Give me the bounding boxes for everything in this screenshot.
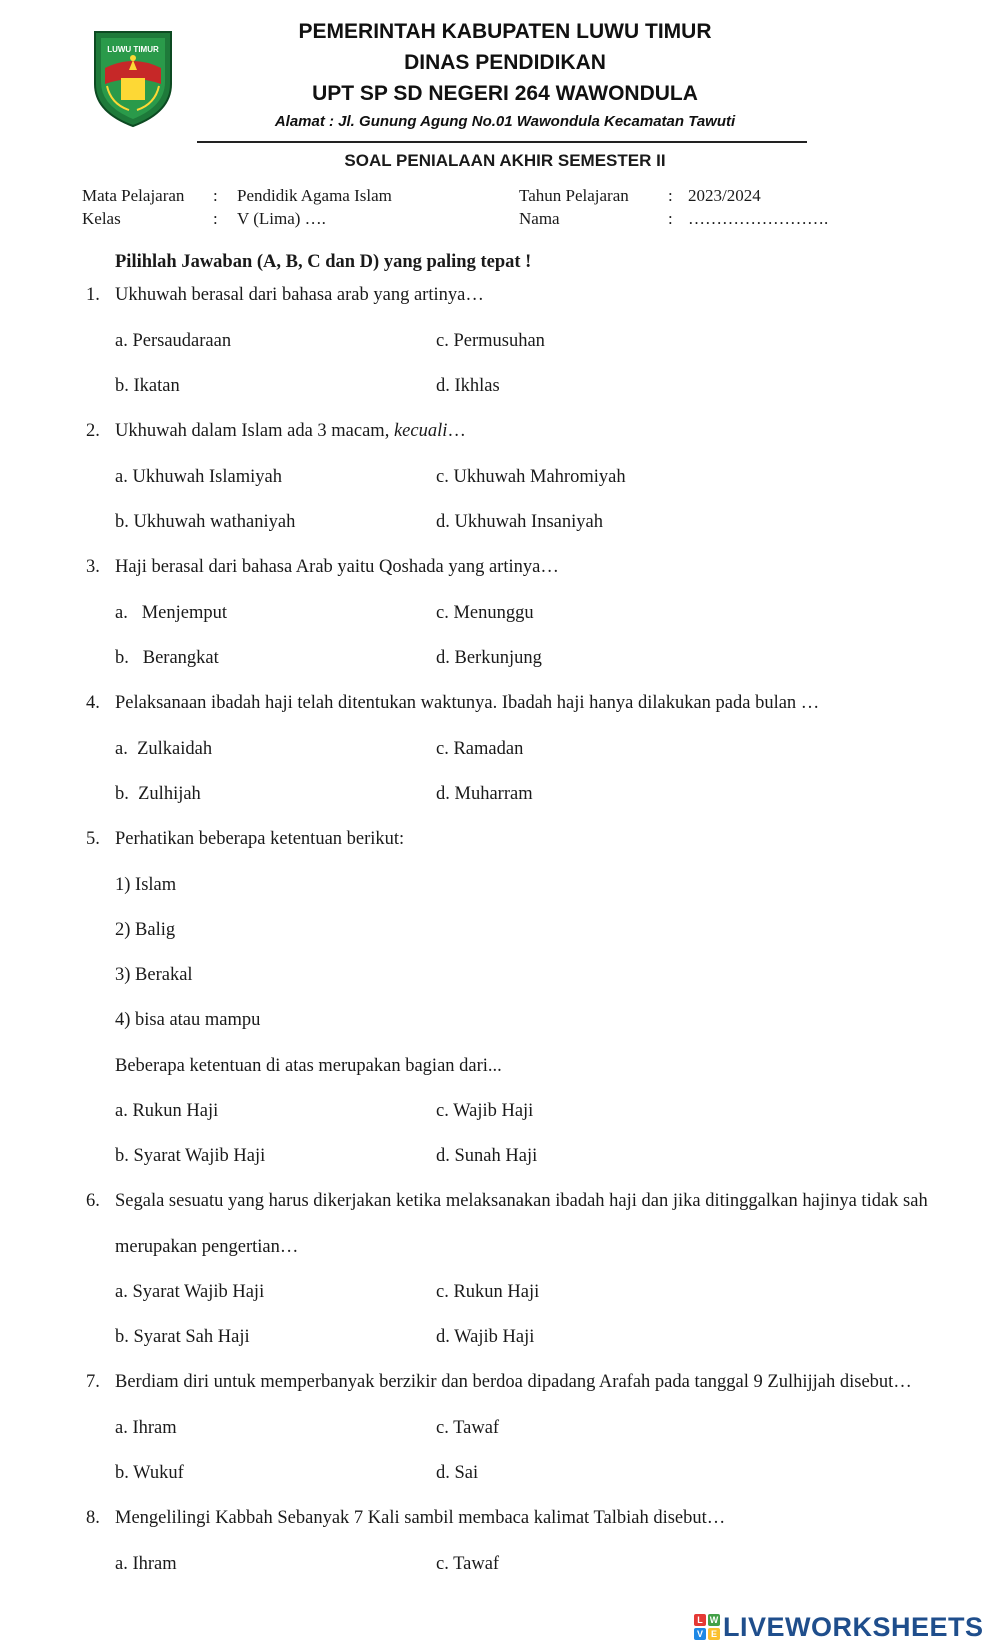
question-7-number: 7. — [86, 1372, 100, 1392]
question-4-option-c[interactable]: c. Ramadan — [436, 739, 524, 759]
subject-colon: : — [213, 186, 218, 205]
question-3-number: 3. — [86, 557, 100, 577]
year-value: 2023/2024 — [688, 186, 761, 205]
subject-label: Mata Pelajaran — [82, 186, 185, 205]
class-label: Kelas — [82, 209, 121, 228]
question-2-option-a[interactable]: a. Ukhuwah Islamiyah — [115, 467, 282, 487]
question-7-option-b[interactable]: b. Wukuf — [115, 1463, 184, 1483]
question-8-option-a[interactable]: a. Ihram — [115, 1554, 177, 1574]
question-5-number: 5. — [86, 829, 100, 849]
question-3-text: Haji berasal dari bahasa Arab yaitu Qoshada yang artinya… — [115, 557, 559, 577]
question-1-option-a[interactable]: a. Persaudaraan — [115, 331, 232, 351]
liveworksheets-brand — [694, 1612, 984, 1642]
question-6-text-continued: merupakan pengertian… — [115, 1237, 299, 1257]
header-address: Alamat : Jl. Gunung Agung No.01 Wawondula Kecamatan Tawuti — [274, 113, 736, 130]
question-3-option-a[interactable]: a. Menjemput — [115, 603, 228, 623]
question-5-followup: Beberapa ketentuan di atas merupakan bagian dari... — [115, 1056, 502, 1076]
logo-text: LUWU TIMUR — [107, 45, 159, 54]
question-6-option-a[interactable]: a. Syarat Wajib Haji — [115, 1282, 265, 1302]
year-label: Tahun Pelajaran — [519, 186, 629, 205]
question-5-item-4: 4) bisa atau mampu — [115, 1010, 261, 1030]
question-2-option-d[interactable]: d. Ukhuwah Insaniyah — [436, 512, 603, 532]
question-5-item-2: 2) Balig — [115, 920, 176, 940]
question-1-text: Ukhuwah berasal dari bahasa arab yang artinya… — [115, 285, 484, 305]
header-government: PEMERINTAH KABUPATEN LUWU TIMUR — [298, 20, 712, 43]
question-6-option-b[interactable]: b. Syarat Sah Haji — [115, 1327, 250, 1347]
question-2-number: 2. — [86, 421, 100, 441]
question-5-item-3: 3) Berakal — [115, 965, 193, 985]
question-7-option-c[interactable]: c. Tawaf — [436, 1418, 500, 1438]
exam-title: SOAL PENIALAAN AKHIR SEMESTER II — [344, 151, 666, 170]
question-1-option-c[interactable]: c. Permusuhan — [436, 331, 545, 351]
question-3-option-b[interactable]: b. Berangkat — [115, 648, 219, 668]
class-value: V (Lima) …. — [237, 209, 326, 228]
name-label: Nama — [519, 209, 560, 228]
question-1-option-d[interactable]: d. Ikhlas — [436, 376, 500, 396]
luwu-timur-emblem-logo — [89, 24, 177, 128]
question-5-option-b[interactable]: b. Syarat Wajib Haji — [115, 1146, 266, 1166]
question-6-option-d[interactable]: d. Wajib Haji — [436, 1327, 535, 1347]
question-7-option-a[interactable]: a. Ihram — [115, 1418, 177, 1438]
header-divider — [197, 141, 807, 143]
question-6-text: Segala sesuatu yang harus dikerjakan ketika melaksanakan ibadah haji dan jika ditinggalkan hajinya tidak sah — [115, 1191, 928, 1211]
question-4-option-d[interactable]: d. Muharram — [436, 784, 533, 804]
instruction: Pilihlah Jawaban (A, B, C dan D) yang paling tepat ! — [115, 252, 532, 272]
question-4-option-b[interactable]: b. Zulhijah — [115, 784, 201, 804]
brand-text: LIVEWORKSHEETS — [723, 1611, 984, 1642]
question-7-option-d[interactable]: d. Sai — [436, 1463, 479, 1483]
header-department: DINAS PENDIDIKAN — [404, 51, 606, 74]
name-colon: : — [668, 209, 673, 228]
question-5-text: Perhatikan beberapa ketentuan berikut: — [115, 829, 405, 849]
question-5-item-1: 1) Islam — [115, 875, 177, 895]
question-5-option-c[interactable]: c. Wajib Haji — [436, 1101, 534, 1121]
liveworksheets-icon: L W V E — [694, 1614, 720, 1640]
question-8-text: Mengelilingi Kabbah Sebanyak 7 Kali sambil membaca kalimat Talbiah disebut… — [115, 1508, 726, 1528]
question-4-option-a[interactable]: a. Zulkaidah — [115, 739, 213, 759]
question-3-option-d[interactable]: d. Berkunjung — [436, 648, 542, 668]
question-8-number: 8. — [86, 1508, 100, 1528]
question-8-option-c[interactable]: c. Tawaf — [436, 1554, 500, 1574]
question-7-text: Berdiam diri untuk memperbanyak berzikir dan berdoa dipadang Arafah pada tanggal 9 Zulhijjah disebut… — [115, 1372, 912, 1392]
question-5-option-d[interactable]: d. Sunah Haji — [436, 1146, 538, 1166]
question-4-text: Pelaksanaan ibadah haji telah ditentukan waktunya. Ibadah haji hanya dilakukan pada bulan … — [115, 693, 820, 713]
question-2-text: Ukhuwah dalam Islam ada 3 macam, kecuali… — [115, 421, 466, 441]
question-6-option-c[interactable]: c. Rukun Haji — [436, 1282, 540, 1302]
subject-value: Pendidik Agama Islam — [237, 186, 392, 205]
question-1-number: 1. — [86, 285, 100, 305]
question-1-option-b[interactable]: b. Ikatan — [115, 376, 180, 396]
question-5-option-a[interactable]: a. Rukun Haji — [115, 1101, 219, 1121]
name-value: ……………………. — [688, 209, 829, 228]
question-2-emphasis: kecuali — [393, 421, 448, 441]
question-2-option-c[interactable]: c. Ukhuwah Mahromiyah — [436, 467, 626, 487]
question-2-option-b[interactable]: b. Ukhuwah wathaniyah — [115, 512, 296, 532]
class-colon: : — [213, 209, 218, 228]
question-6-number: 6. — [86, 1191, 100, 1211]
question-3-option-c[interactable]: c. Menunggu — [436, 603, 534, 623]
header-school: UPT SP SD NEGERI 264 WAWONDULA — [312, 82, 698, 105]
question-4-number: 4. — [86, 693, 100, 713]
year-colon: : — [668, 186, 673, 205]
